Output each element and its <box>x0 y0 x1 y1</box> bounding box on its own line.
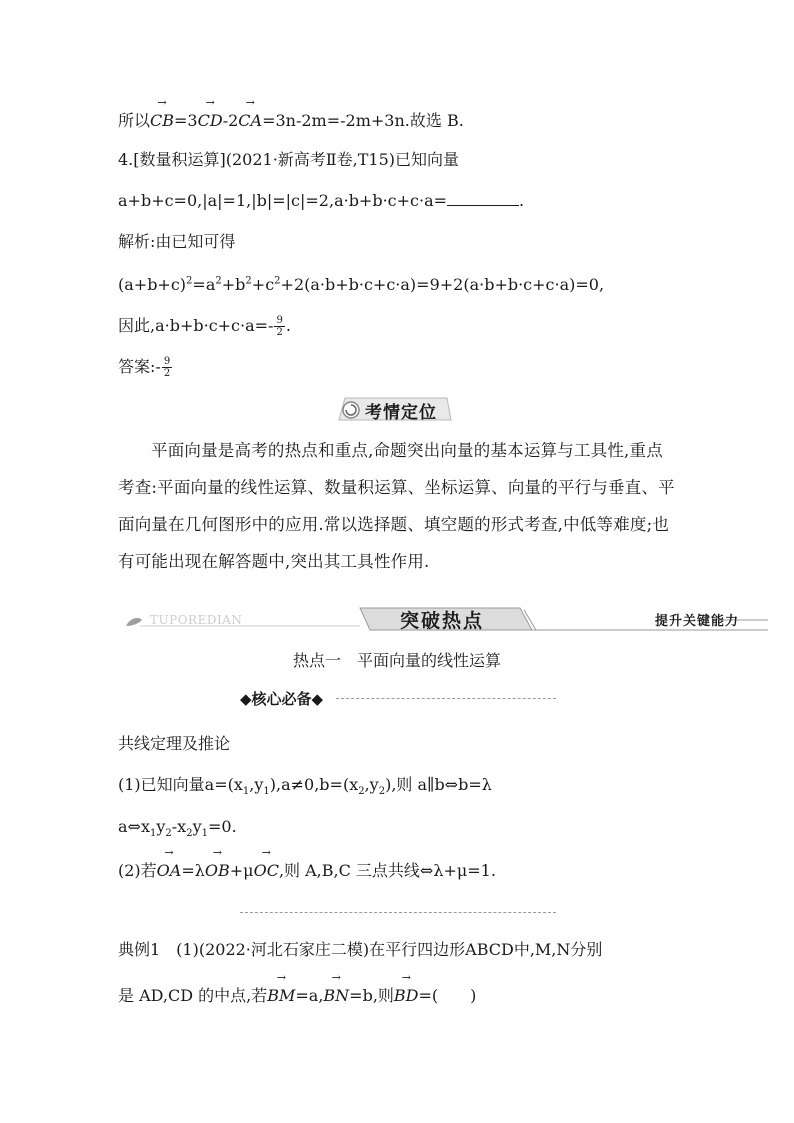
eq-sup3: 2 <box>245 275 252 287</box>
vector-cd: → CD <box>198 110 223 132</box>
item1-s1: 1 <box>242 786 250 798</box>
item1-l2-d: y <box>192 817 202 836</box>
vector-oc: → OC <box>254 860 279 882</box>
item1-l2-c: -x <box>171 817 187 836</box>
prev-solution-mid1: =3 <box>174 111 198 130</box>
hotspot-title: 热点一 平面向量的线性运算 <box>292 651 501 670</box>
item1-l2-s2: 2 <box>165 828 172 840</box>
banner-right-label: 提升关键能力 <box>655 614 740 629</box>
example1-line2 <box>118 985 476 1007</box>
item1-s2: 1 <box>263 786 270 798</box>
eq-part2: =a <box>192 275 216 294</box>
eq-sup1: 2 <box>186 275 193 287</box>
therefore-text: 因此,a·b+b·c+c·a=- <box>118 316 274 335</box>
answer-fraction <box>162 356 172 379</box>
fraction-numerator: 9 <box>276 315 283 326</box>
q4-equation <box>118 274 604 296</box>
q4-stem-line1: 4.[数量积运算](2021·新高考Ⅱ卷,T15)已知向量 <box>118 150 460 169</box>
item2-suffix: ,则 A,B,C 三点共线⇔λ+μ=1. <box>278 861 496 880</box>
kqdw-paragraph: 平面向量是高考的热点和重点,命题突出向量的基本运算与工具性,重点考查:平面向量的线性运算、数量积运算、坐标运算、向量的平行与垂直、平面向量在几何图形中的应用.常以选择题、填空题的形式考查,中低等难度;也有可能出现在解答题中,突出其工具性作用. <box>118 441 675 571</box>
prev-solution-mid2: -2 <box>222 111 239 130</box>
item1-l2-b: y <box>156 817 166 836</box>
eq-part5: +2(a·b+b·c+c·a)=9+2(a·b+b·c+c·a)=0, <box>280 275 605 294</box>
q4-therefore <box>118 315 291 338</box>
vector-bm: → BM <box>267 985 295 1007</box>
vector-cb: → CB <box>150 110 174 132</box>
eq-part4: +c <box>251 275 275 294</box>
q4-stem-text: a+b+c=0,|a|=1,|b|=|c|=2,a·b+b·c+c·a= <box>118 191 448 210</box>
prev-solution-prefix: 所以 <box>118 111 151 130</box>
item1-l2-s1: 1 <box>149 828 157 840</box>
vector-ob: → OB <box>205 860 230 882</box>
theorem-item2 <box>118 860 496 882</box>
item1-a: (1)已知向量a=(x <box>118 775 243 794</box>
example1-l2-c: =b,则 <box>349 986 394 1005</box>
q4-answer <box>118 356 173 379</box>
answer-numerator: 9 <box>163 356 171 367</box>
q4-analysis-label: 解析:由已知可得 <box>118 232 236 251</box>
item1-c: ),a≠0,b=(x <box>269 775 359 794</box>
item1-l2-e: =0. <box>208 817 237 836</box>
core-subheader-dashline <box>336 698 556 699</box>
item1-l2-a: a⇔x <box>118 817 150 836</box>
banner-watermark: TUPOREDIAN <box>150 613 243 627</box>
core-subheader-label: ◆核心必备◆ <box>240 688 327 709</box>
item2-prefix: (2)若 <box>118 861 157 880</box>
q4-stem-line2 <box>118 190 524 212</box>
answer-blank <box>447 191 519 206</box>
vector-bn: → BN <box>323 985 349 1007</box>
banner-title: 突破热点 <box>400 610 485 632</box>
answer-denominator: 2 <box>163 368 171 379</box>
item2-m1: =λ <box>181 861 205 880</box>
item1-l2-s3: 2 <box>186 828 193 840</box>
fraction-denominator: 2 <box>276 327 283 338</box>
example1-l2-b: =a, <box>295 986 324 1005</box>
vector-bd: → BD <box>394 985 419 1007</box>
answer-label: 答案:- <box>118 357 161 376</box>
item2-m2: +μ <box>229 861 254 880</box>
example1-line1: 典例1 (1)(2022·河北石家庄二模)在平行四边形ABCD中,M,N分别 <box>118 940 603 959</box>
eq-sup2: 2 <box>215 275 222 287</box>
core-subheader <box>240 688 556 710</box>
section-banner <box>120 606 770 632</box>
theorem-title: 共线定理及推论 <box>118 734 231 753</box>
prev-solution-line <box>118 110 464 132</box>
section-divider <box>240 912 556 913</box>
theorem-item1-line2 <box>118 816 237 838</box>
q4-stem-end: . <box>519 191 525 210</box>
item1-d: ,y <box>364 775 379 794</box>
vector-ca: → CA <box>238 110 262 132</box>
vector-oa: → OA <box>157 860 182 882</box>
therefore-end: . <box>285 316 291 335</box>
item1-s4: 2 <box>378 786 386 798</box>
eq-part1: (a+b+c) <box>118 275 187 294</box>
theorem-item1 <box>118 774 492 796</box>
item1-l2-s4: 1 <box>201 828 208 840</box>
item1-e: ),则 a∥b⇔b=λ <box>385 775 492 794</box>
example1-l2-a: 是 AD,CD 的中点,若 <box>118 986 268 1005</box>
leaf-icon <box>126 618 142 626</box>
fraction <box>274 315 284 338</box>
eq-part3: +b <box>221 275 246 294</box>
prev-solution-suffix: =3n-2m=-2m+3n.故选 B. <box>262 111 464 130</box>
example1-l2-d: =( ) <box>418 986 477 1005</box>
item1-s3: 2 <box>358 786 365 798</box>
section-title-kqdw: 考情定位 <box>365 403 437 423</box>
eq-sup4: 2 <box>274 275 281 287</box>
item1-b: ,y <box>249 775 264 794</box>
section-badge-kqdw <box>337 396 452 422</box>
